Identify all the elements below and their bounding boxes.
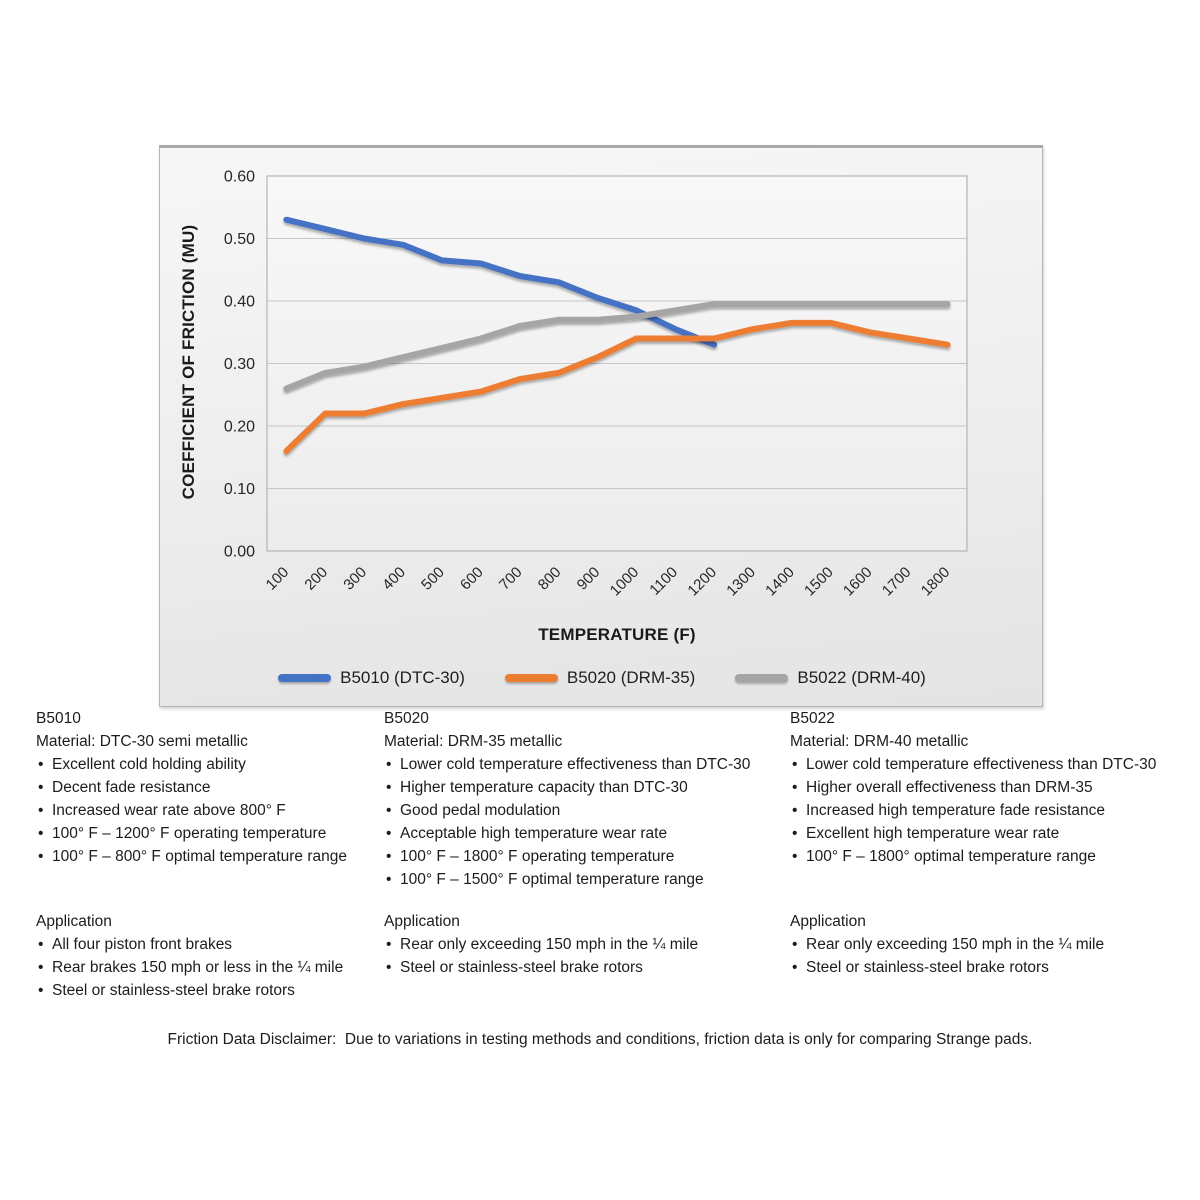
x-tick-label: 1700 [878,563,915,600]
legend-line-swatch-icon [505,674,558,682]
y-tick-label: 0.50 [223,231,255,248]
x-tick-label: 200 [301,563,332,594]
chart-legend [160,668,1044,688]
x-tick-label: 1400 [762,563,798,600]
spec-bullet: • Excellent cold holding ability [36,753,381,776]
spec-bullet: • Higher temperature capacity than DTC-30 [384,776,786,799]
pad-material: Material: DRM-35 metallic [384,733,563,750]
spec-bullet: • 100° F – 1200° F operating temperature [36,822,381,845]
pad-spec-b5010 [36,707,381,868]
x-tick-label: 1100 [646,563,682,599]
application-bullet-list [790,933,1190,979]
legend-item [505,668,696,688]
legend-label: B5010 (DTC-30) [340,668,465,687]
application-b5010 [36,910,381,1002]
application-bullet: • Steel or stainless-steel brake rotors [790,956,1190,979]
x-tick-label: 400 [379,563,409,594]
application-bullet: • Steel or stainless-steel brake rotors [36,979,381,1002]
legend-item [278,668,465,688]
spec-bullet: • Lower cold temperature effectiveness than DTC-30 [790,753,1190,776]
pad-spec-b5022 [790,707,1190,868]
x-tick-label: 900 [573,563,604,594]
spec-bullet-list [384,753,786,891]
y-tick-label: 0.40 [223,293,255,311]
spec-bullet: • Acceptable high temperature wear rate [384,822,786,845]
spec-bullet-list [36,753,381,868]
pad-spec-b5020 [384,707,786,891]
pad-id: B5010 [36,710,81,727]
pad-id: B5022 [790,710,835,727]
x-tick-label: 1300 [723,563,759,600]
application-bullet: • Rear only exceeding 150 mph in the ¼ mile [384,933,786,956]
spec-bullet: • 100° F – 1800° optimal temperature range [790,845,1190,868]
application-b5022 [790,910,1190,979]
y-tick-label: 0.00 [223,543,255,561]
application-bullet-list [384,933,786,979]
spec-bullet: • Increased high temperature fade resistance [790,799,1190,822]
legend-line-swatch-icon [735,674,788,682]
x-tick-label: 700 [495,563,526,594]
application-title: Application [36,913,112,930]
spec-bullet: • Higher overall effectiveness than DRM-35 [790,776,1190,799]
pad-material: Material: DRM-40 metallic [790,733,969,750]
x-tick-label: 1000 [606,563,643,600]
application-title: Application [790,913,866,930]
application-bullet: • Rear only exceeding 150 mph in the ¼ mile [790,933,1190,956]
application-title: Application [384,913,460,930]
spec-bullet: • Increased wear rate above 800° F [36,799,381,822]
chart-panel [159,145,1043,707]
application-bullet: • Rear brakes 150 mph or less in the ¼ mile [36,956,381,979]
friction-data-disclaimer: Friction Data Disclaimer: Due to variations in testing methods and conditions, friction data is only for comparing Strange pads. [167,1031,1033,1048]
y-axis-title: COEFFICIENT OF FRICTION (MU) [179,224,198,500]
spec-bullet: • 100° F – 800° F optimal temperature range [36,845,381,868]
x-tick-label: 600 [456,563,487,594]
y-tick-label: 0.10 [223,481,255,498]
y-tick-label: 0.30 [223,356,255,373]
legend-label: B5022 (DRM-40) [797,668,926,687]
application-bullet: • Steel or stainless-steel brake rotors [384,956,786,979]
spec-bullet: • 100° F – 1800° F operating temperature [384,845,786,868]
x-tick-label: 100 [262,563,293,594]
x-axis-title: TEMPERATURE (F) [538,625,696,644]
application-bullet: • All four piston front brakes [36,933,381,956]
y-tick-label: 0.60 [223,168,255,186]
y-tick-label: 0.20 [223,418,255,436]
spec-bullet: • Good pedal modulation [384,799,786,822]
x-tick-label: 1600 [839,563,876,600]
spec-bullet: • Decent fade resistance [36,776,381,799]
legend-item [735,668,926,688]
x-tick-label: 800 [534,563,565,594]
pad-id: B5020 [384,710,429,727]
x-tick-label: 1200 [684,563,721,600]
application-bullet-list [36,933,381,1002]
application-b5020 [384,910,786,979]
x-tick-label: 300 [340,563,371,594]
spec-bullet: • 100° F – 1500° F optimal temperature range [384,868,786,891]
legend-label: B5020 (DRM-35) [566,668,696,687]
spec-bullet: • Lower cold temperature effectiveness than DTC-30 [384,753,786,776]
x-tick-label: 1800 [917,563,954,600]
pad-material: Material: DTC-30 semi metallic [36,733,248,750]
spec-bullet: • Excellent high temperature wear rate [790,822,1190,845]
x-tick-label: 1500 [801,563,837,600]
x-tick-label: 500 [418,563,448,594]
spec-bullet-list [790,753,1190,868]
legend-line-swatch-icon [278,674,331,682]
